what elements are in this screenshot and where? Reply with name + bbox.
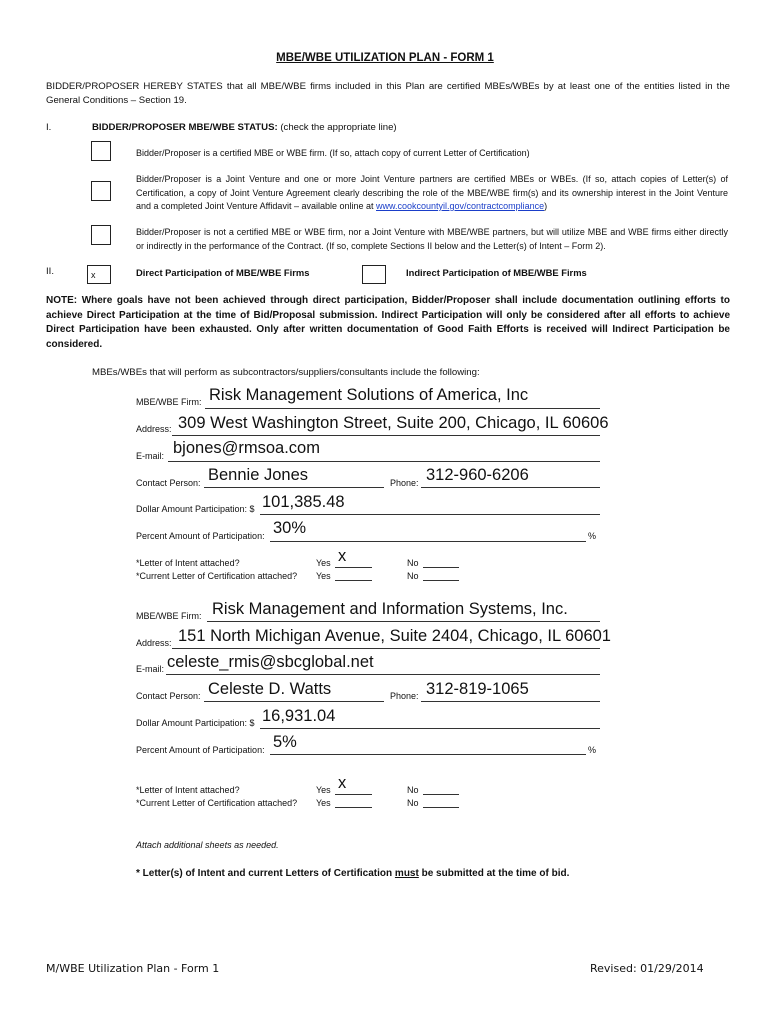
status-option-certified: Bidder/Proposer is a certified MBE or WBE firm. (If so, attach copy of current Letter of Certification)	[136, 148, 530, 158]
firm-1-dollar-line	[260, 514, 600, 515]
section-1-numeral: I.	[46, 122, 52, 133]
firm-1-loi-yes-line[interactable]	[335, 567, 372, 568]
attach-sheets-note: Attach additional sheets as needed.	[136, 840, 279, 850]
firm-2-address-label: Address:	[136, 638, 172, 648]
firm-1-dollar-label: Dollar Amount Participation: $	[136, 504, 255, 514]
firm-1-cert-no-line[interactable]	[423, 580, 459, 581]
letters-note-must: must	[394, 868, 419, 879]
firm-1-loi-no-label: No	[407, 558, 419, 568]
firm-1-percent-value[interactable]: 30%	[273, 519, 307, 537]
firm-2-dollar-label: Dollar Amount Participation: $	[136, 718, 255, 728]
firm-2-percent-label: Percent Amount of Participation:	[136, 745, 265, 755]
firm-2-cert-label: *Current Letter of Certification attached?	[136, 798, 298, 808]
firm-2-loi-no-label: No	[407, 785, 419, 795]
firm-1-contact-value[interactable]: Bennie Jones	[208, 466, 308, 484]
section-1-hint: (check the appropriate line)	[280, 122, 397, 133]
indirect-participation-checkbox[interactable]	[362, 265, 386, 284]
direct-participation-checkbox[interactable]: x	[87, 265, 111, 284]
firm-2-percent-value[interactable]: 5%	[273, 733, 297, 751]
intro-statement: BIDDER/PROPOSER HEREBY STATES that all MBE/WBE firms included in this Plan are certified MBEs/WBEs by at least one of the entities listed in the General Conditions – Section 19.	[46, 81, 730, 106]
firm-1-name-label: MBE/WBE Firm:	[136, 397, 202, 407]
firm-2-name-line	[207, 621, 600, 622]
indirect-participation-label: Indirect Participation of MBE/WBE Firms	[406, 267, 587, 278]
goals-note: NOTE: Where goals have not been achieved through direct participation, Bidder/Proposer shall include documentation outlining efforts to achieve Direct Participation at the time of Bid/Proposal submission. Indirect Participation will only be considered after all efforts to achieve Direct Participation have been exhausted. Only after written documentation of Good Faith Efforts is received will Indirect Participation be considered.	[46, 295, 730, 350]
section-2-numeral: II.	[46, 266, 54, 277]
firm-2-address-value[interactable]: 151 North Michigan Avenue, Suite 2404, Chicago, IL 60601	[178, 627, 611, 645]
status-checkbox-joint-venture[interactable]	[91, 181, 111, 201]
firm-1-phone-value[interactable]: 312-960-6206	[426, 466, 529, 484]
firm-1-cert-yes-label: Yes	[316, 571, 331, 581]
status-checkbox-not-certified[interactable]	[91, 225, 111, 245]
firm-2-cert-yes-label: Yes	[316, 798, 331, 808]
firm-1-email-line	[168, 461, 600, 462]
firm-2-cert-no-label: No	[407, 798, 419, 808]
firm-1-address-label: Address:	[136, 424, 172, 434]
form-title: MBE/WBE UTILIZATION PLAN - FORM 1	[276, 52, 494, 64]
section-1-heading	[92, 122, 397, 133]
firm-2-contact-label: Contact Person:	[136, 691, 201, 701]
letters-note-post: be submitted at the time of bid.	[418, 868, 570, 879]
firm-1-email-label: E-mail:	[136, 451, 165, 461]
firm-2-cert-yes-line[interactable]	[335, 807, 372, 808]
firm-2-cert-no-line[interactable]	[423, 807, 459, 808]
firm-1-loi-label: *Letter of Intent attached?	[136, 558, 240, 568]
firm-1-email-value[interactable]: bjones@rmsoa.com	[173, 439, 320, 457]
firm-1-contact-label: Contact Person:	[136, 478, 201, 488]
firm-1-loi-yes-label: Yes	[316, 558, 331, 568]
firm-2-loi-yes-mark[interactable]: x	[338, 774, 347, 792]
status-option-joint-venture	[136, 173, 728, 214]
firm-1-phone-line	[421, 487, 600, 488]
firm-1-percent-line	[270, 541, 586, 542]
firm-1-name-value[interactable]: Risk Management Solutions of America, Inc	[209, 386, 529, 404]
firm-2-address-line	[172, 648, 600, 649]
contract-compliance-link[interactable]: www.cookcountyil.gov/contractcompliance	[376, 201, 545, 211]
firm-1-contact-line	[204, 487, 384, 488]
firm-1-loi-yes-mark[interactable]: x	[338, 547, 347, 565]
firm-1-percent-sign: %	[588, 531, 597, 541]
firm-2-phone-line	[421, 701, 600, 702]
footer-revised-date: Revised: 01/29/2014	[590, 962, 704, 975]
mbe-list-intro: MBEs/WBEs that will perform as subcontractors/suppliers/consultants include the following:	[92, 367, 480, 378]
firm-2-email-label: E-mail:	[136, 664, 165, 674]
firm-2-email-line	[166, 674, 600, 675]
firm-2-loi-yes-line[interactable]	[335, 794, 372, 795]
firm-2-contact-line	[204, 701, 384, 702]
letters-requirement-note	[136, 868, 569, 879]
firm-2-email-value[interactable]: celeste_rmis@sbcglobal.net	[167, 653, 374, 671]
firm-1-cert-no-label: No	[407, 571, 419, 581]
link-suffix: )	[544, 201, 548, 211]
firm-1-address-value[interactable]: 309 West Washington Street, Suite 200, Chicago, IL 60606	[178, 414, 609, 432]
firm-1-address-line	[172, 435, 600, 436]
firm-1-name-line	[205, 408, 600, 409]
firm-1-cert-label: *Current Letter of Certification attached?	[136, 571, 298, 581]
firm-2-contact-value[interactable]: Celeste D. Watts	[208, 680, 332, 698]
firm-1-loi-no-line[interactable]	[423, 567, 459, 568]
status-option-not-certified: Bidder/Proposer is not a certified MBE or WBE firm, nor a Joint Venture with MBE/WBE partners, but will utilize MBE and WBE firms either directly or indirectly in the performance of the Contract. (If so, complete Sections II below and the Letter(s) of Intent – Form 2).	[136, 227, 728, 251]
firm-2-name-value[interactable]: Risk Management and Information Systems, Inc.	[212, 600, 568, 618]
firm-1-dollar-value[interactable]: 101,385.48	[262, 493, 345, 511]
firm-2-loi-yes-label: Yes	[316, 785, 331, 795]
firm-1-percent-label: Percent Amount of Participation:	[136, 531, 265, 541]
firm-2-percent-line	[270, 754, 586, 755]
firm-2-loi-no-line[interactable]	[423, 794, 459, 795]
status-checkbox-certified[interactable]	[91, 141, 111, 161]
firm-2-phone-label: Phone:	[390, 691, 419, 701]
section-1-label: BIDDER/PROPOSER MBE/WBE STATUS:	[92, 122, 278, 133]
footer-form-name: M/WBE Utilization Plan - Form 1	[46, 962, 220, 975]
firm-2-dollar-line	[260, 728, 600, 729]
firm-2-percent-sign: %	[588, 745, 597, 755]
firm-2-phone-value[interactable]: 312-819-1065	[426, 680, 529, 698]
letters-note-pre: * Letter(s) of Intent and current Letters of Certification	[136, 868, 395, 879]
firm-1-phone-label: Phone:	[390, 478, 419, 488]
direct-participation-label: Direct Participation of MBE/WBE Firms	[136, 267, 310, 278]
firm-1-cert-yes-line[interactable]	[335, 580, 372, 581]
firm-2-dollar-value[interactable]: 16,931.04	[262, 707, 336, 725]
firm-2-loi-label: *Letter of Intent attached?	[136, 785, 240, 795]
status-option-joint-venture-text: Bidder/Proposer is a Joint Venture and one or more Joint Venture partners are certified MBEs or WBEs. (If so, attach copies of Letter(s) of Certification, a copy of Joint Venture Agreement clearly describing the role of the MBE/WBE firm(s) and its ownership interest in the Joint Venture and a completed Joint Venture Affidavit – available online at	[136, 174, 728, 211]
firm-2-name-label: MBE/WBE Firm:	[136, 611, 202, 621]
